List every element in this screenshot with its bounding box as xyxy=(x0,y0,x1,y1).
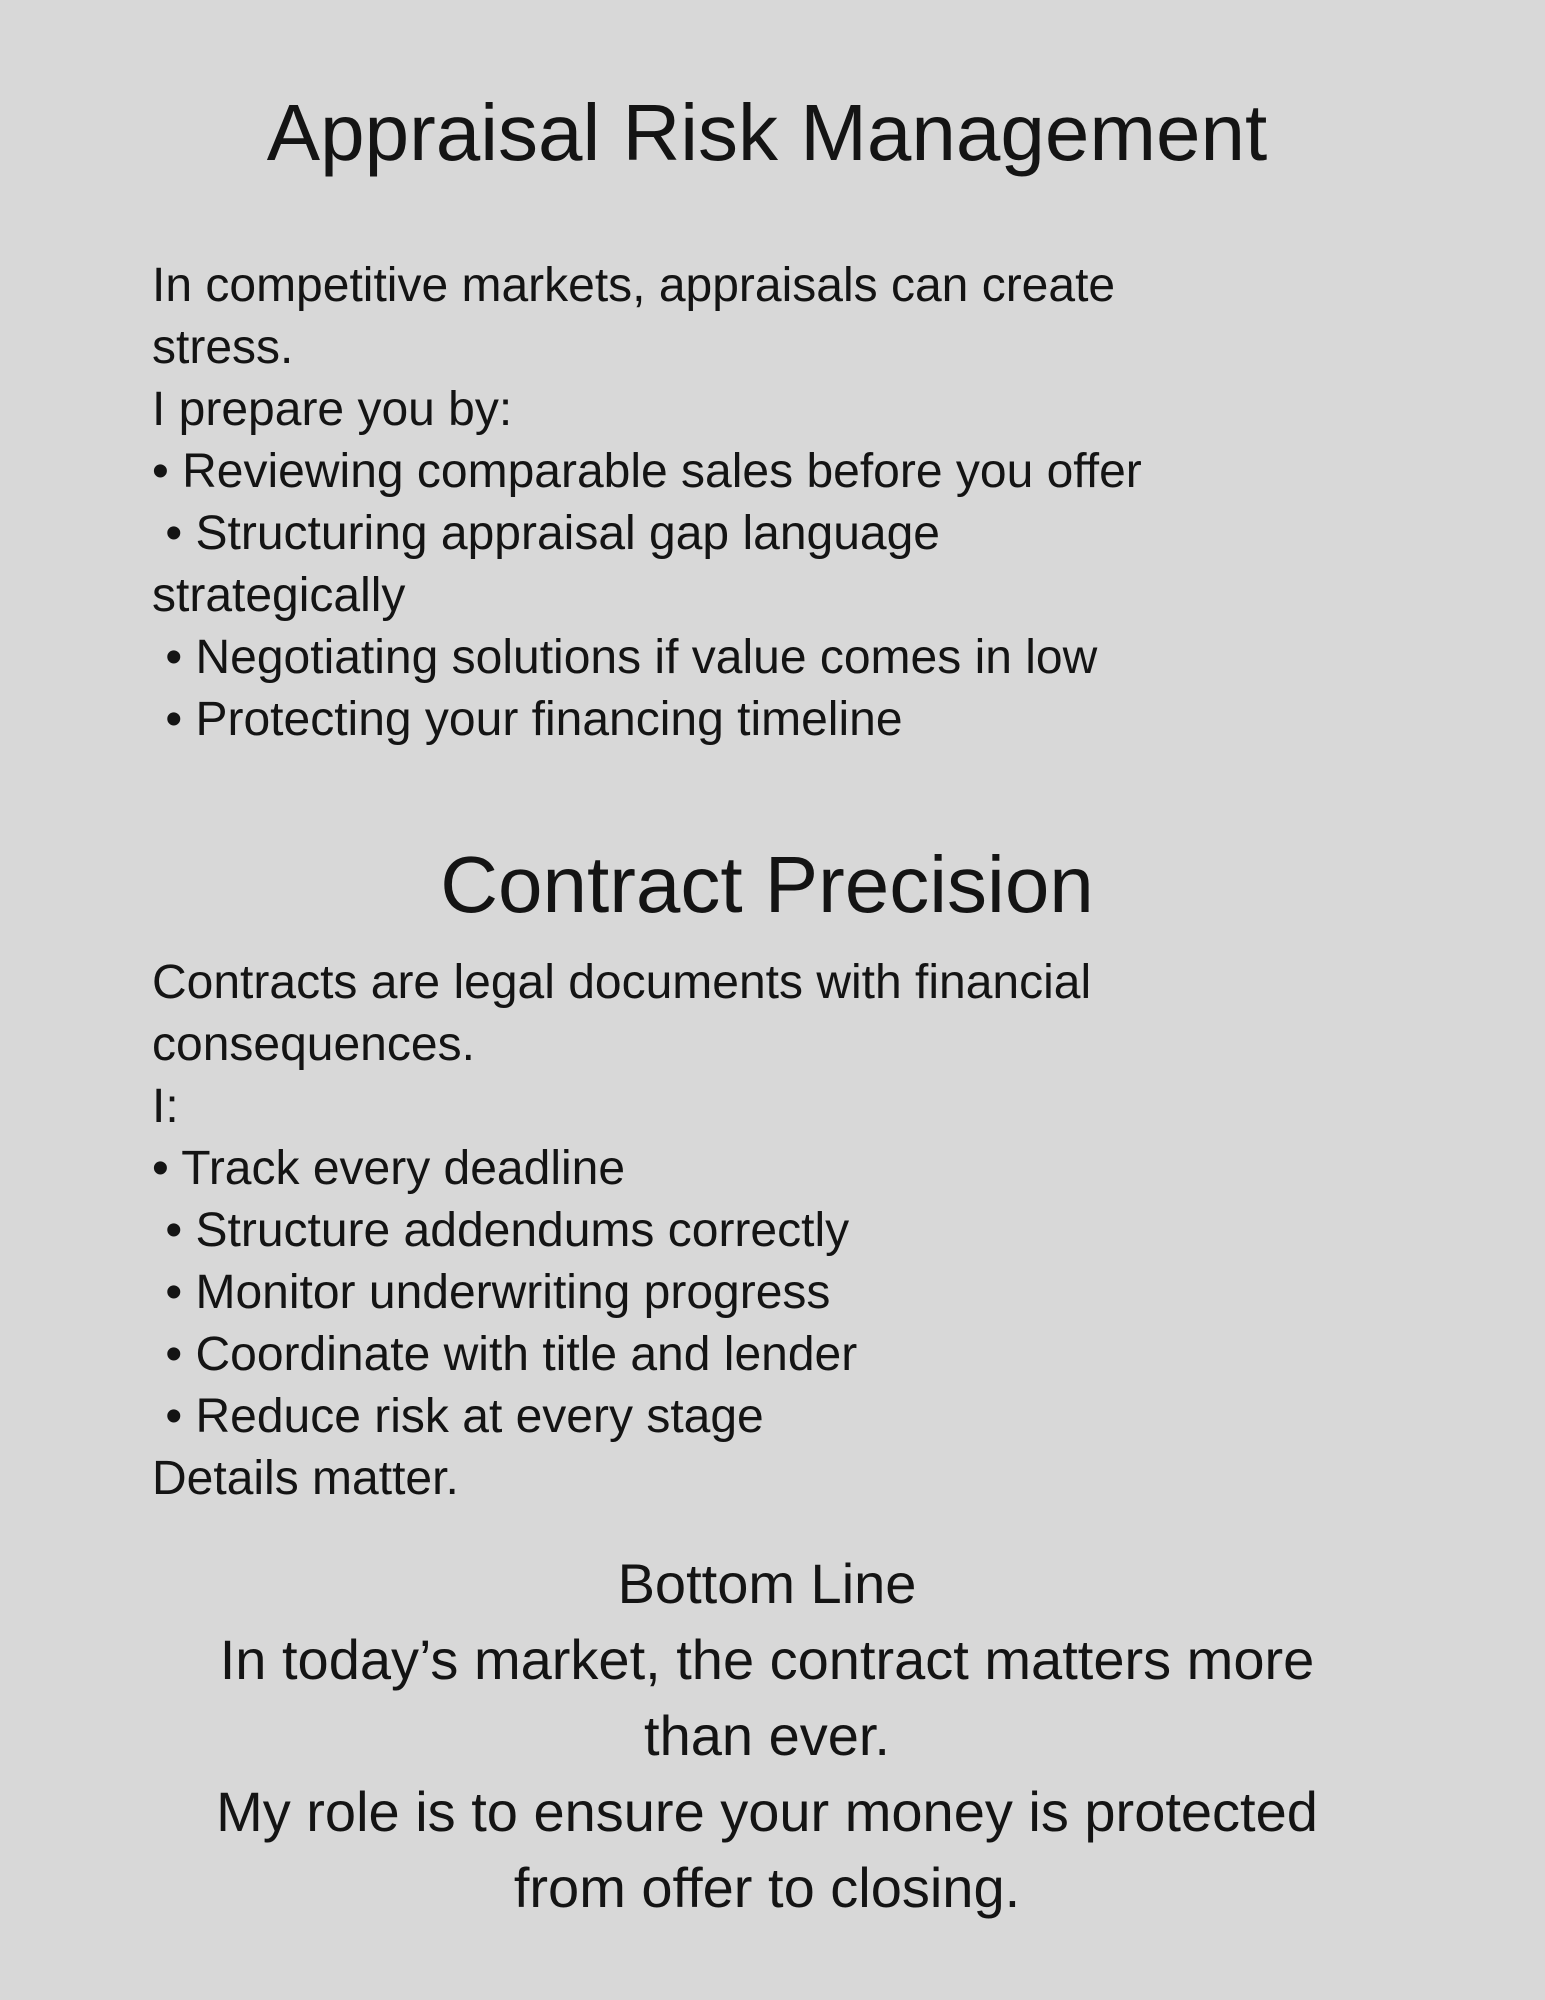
bullet-line: • Structuring appraisal gap language xyxy=(152,507,940,560)
body-line: I prepare you by: xyxy=(152,383,513,436)
bullet-line: • Structure addendums correctly xyxy=(152,1204,850,1257)
bullet-line: • Reduce risk at every stage xyxy=(152,1390,764,1443)
bullet-line: • Track every deadline xyxy=(152,1142,626,1195)
bottom-line-text: In today’s market, the contract matters more xyxy=(219,1628,1315,1691)
appraisal-risk-body xyxy=(152,255,1382,751)
body-line: stress. xyxy=(152,321,294,374)
bottom-line-text: from offer to closing. xyxy=(513,1856,1021,1919)
contract-precision-body xyxy=(152,952,1382,1510)
bottom-line-heading: Bottom Line xyxy=(617,1552,917,1615)
body-line: In competitive markets, appraisals can create xyxy=(152,259,1116,312)
content-column xyxy=(152,0,1382,1926)
bullet-line-continuation: strategically xyxy=(152,569,406,622)
bottom-line-section xyxy=(152,1546,1382,1926)
bullet-line: • Monitor underwriting progress xyxy=(152,1266,831,1319)
bottom-line-text: My role is to ensure your money is protected xyxy=(216,1780,1318,1843)
bullet-line: • Protecting your financing timeline xyxy=(152,693,903,746)
bottom-line-text: than ever. xyxy=(644,1704,890,1767)
body-line: Contracts are legal documents with financial xyxy=(152,956,1092,1009)
bullet-line: • Coordinate with title and lender xyxy=(152,1328,858,1381)
section-heading-appraisal-risk: Appraisal Risk Management xyxy=(266,88,1268,177)
body-line: Details matter. xyxy=(152,1452,459,1505)
body-line: I: xyxy=(152,1080,179,1133)
bullet-line: • Reviewing comparable sales before you offer xyxy=(152,445,1142,498)
section-heading-contract-precision: Contract Precision xyxy=(440,840,1094,929)
body-line: consequences. xyxy=(152,1018,475,1071)
bullet-line: • Negotiating solutions if value comes in low xyxy=(152,631,1098,684)
